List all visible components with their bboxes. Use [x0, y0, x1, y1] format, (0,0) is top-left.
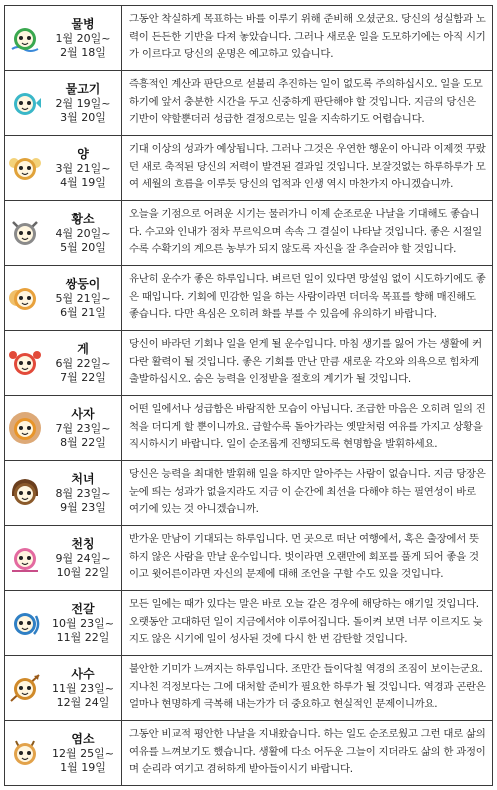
- sign-label: [45, 136, 122, 200]
- sign-label: [45, 266, 122, 330]
- horoscope-row: [4, 461, 493, 526]
- horoscope-row: [4, 656, 493, 721]
- sign-date-start: 5월 21일~: [55, 292, 111, 305]
- sign-label: [45, 331, 122, 395]
- capricorn-icon: [5, 721, 45, 785]
- sign-date-end: 10월 22일: [56, 566, 110, 579]
- aquarius-icon: [5, 6, 45, 70]
- sign-name: 물고기: [65, 82, 101, 96]
- sign-label: [45, 526, 122, 590]
- sign-date-start: 8월 23일~: [55, 487, 111, 500]
- sign-date-end: 7월 22일: [60, 371, 106, 384]
- sign-name: 쌍둥이: [65, 277, 101, 291]
- sign-name: 게: [77, 342, 89, 356]
- sign-name: 황소: [71, 212, 95, 226]
- horoscope-row: [4, 526, 493, 591]
- fortune-text: 그동안 비교적 평안한 나날을 지내왔습니다. 하는 일도 순조로웠고 그런 대로 삶의 여유를 느껴보기도 했습니다. 생활에 다소 어두운 그늘이 지더라도 삶의 한 과정이며 순리라 여기고 겸허하게 받아들이시기 바랍니다.: [129, 728, 486, 775]
- fortune-text: 오늘을 기점으로 어려운 시기는 물러가니 이제 순조로운 나날을 기대해도 좋습니다. 수고와 인내가 점차 무르익으며 속속 그 결실이 나타날 것입니다. 좋은 시절일수록 수확기의 계으른 농부가 되지 않도록 자신을 잘 추슬러야 할 것입니다.: [129, 208, 482, 255]
- sign-name: 천칭: [71, 537, 95, 551]
- aries-icon: [5, 136, 45, 200]
- sign-label: [45, 656, 122, 720]
- fortune-text: 유난히 운수가 좋은 하루입니다. 벼르던 일이 있다면 망설임 없이 시도하기에도 좋은 때입니다. 기회에 민감한 일을 하는 사람이라면 더더욱 목표를 향해 매진해도 좋습니다. 다만 욕심은 오히려 화를 부를 수 있음에 유의하기 바랍니다.: [129, 273, 486, 320]
- sign-label: [45, 591, 122, 655]
- sign-date-start: 2월 19일~: [55, 97, 111, 110]
- sign-date-end: 5월 20일: [60, 241, 106, 254]
- pisces-icon: [5, 71, 45, 135]
- horoscope-row: [4, 201, 493, 266]
- sign-label: [45, 721, 122, 785]
- gemini-icon: [5, 266, 45, 330]
- fortune-text: 기대 이상의 성과가 예상됩니다. 그러나 그것은 우연한 행운이 아니라 이제껏 꾸랐던 새로 축적된 당신의 저력이 발견된 결과일 것입니다. 보잘것없는 하루하루가 모여 세월의 흐름을 이루듯 당신의 업적과 인생 역시 마찬가지 아니겠습니까.: [129, 143, 486, 190]
- sign-date-end: 1월 19일: [60, 761, 106, 774]
- horoscope-row: [4, 6, 493, 71]
- virgo-icon: [5, 461, 45, 525]
- sign-name: 양: [77, 147, 89, 161]
- sign-label: [45, 6, 122, 70]
- horoscope-row: [4, 136, 493, 201]
- horoscope-table: [4, 5, 493, 786]
- sign-name: 전갈: [71, 602, 95, 616]
- sign-date-end: 3월 20일: [60, 111, 106, 124]
- horoscope-row: [4, 396, 493, 461]
- sign-name: 사수: [71, 667, 95, 681]
- sign-date-end: 12월 24일: [56, 696, 110, 709]
- sign-name: 사자: [71, 407, 95, 421]
- sign-date-start: 9월 24일~: [55, 552, 111, 565]
- sagittarius-icon: [5, 656, 45, 720]
- fortune-text: 반가운 만남이 기대되는 하루입니다. 먼 곳으로 떠난 여행에서, 혹은 출장에서 뜻하지 않은 사람을 만날 운수입니다. 벗이라면 오랜만에 회포를 풀게 되어 좋을 것이고 윗어른이라면 자신의 문제에 대해 조언을 구할 수도 있을 것입니다.: [129, 533, 479, 580]
- cancer-icon: [5, 331, 45, 395]
- horoscope-row: [4, 266, 493, 331]
- sign-date-start: 3월 21일~: [55, 162, 111, 175]
- fortune-text: 어떤 일에서나 성급함은 바람직한 모습이 아닙니다. 조급한 마음은 오히려 일의 진척을 더디게 할 뿐이니까요. 급할수록 돌아가라는 옛말처럼 여유를 가지고 상황을 직시하시기 바랍니다. 일이 순조롭게 진행되도록 현명함을 발휘하세요.: [129, 403, 486, 450]
- scorpio-icon: [5, 591, 45, 655]
- sign-name: 물병: [71, 17, 95, 31]
- sign-date-end: 8월 22일: [60, 436, 106, 449]
- sign-date-start: 1월 20일~: [55, 32, 111, 45]
- sign-label: [45, 396, 122, 460]
- sign-label: [45, 201, 122, 265]
- sign-date-end: 9월 23일: [60, 501, 106, 514]
- sign-name: 처녀: [71, 472, 95, 486]
- sign-label: [45, 461, 122, 525]
- fortune-text: 당신이 바라던 기회나 일을 얻게 될 운수입니다. 마침 생기를 잃어 가는 생활에 커다란 활력이 될 것입니다. 좋은 기회를 만난 만큼 새로운 각오와 의욕으로 힘차게 출발하십시오. 숨은 능력을 인정받을 절호의 계기가 될 것입니다.: [129, 338, 482, 385]
- fortune-text: 모든 일에는 때가 있다는 말은 바로 오늘 같은 경우에 해당하는 얘기일 것입니다. 오랫동안 고대하던 일이 지금에서야 이루어집니다. 돌이켜 보면 너무 이르지도 늦지도 않은 시기에 일이 성사된 것에 다시 한 번 감탄할 것입니다.: [129, 598, 483, 645]
- fortune-text: 그동안 착실하게 목표하는 바를 이루기 위해 준비해 오셨군요. 당신의 성실함과 노력이 든든한 기반을 다져 놓았습니다. 그러나 새로운 일을 도모하기에는 아직 시기가 이르다고 당신의 운명은 예고하고 있습니다.: [129, 13, 486, 60]
- horoscope-row: [4, 591, 493, 656]
- sign-date-end: 6월 21일: [60, 306, 106, 319]
- fortune-text: 당신은 능력을 최대한 발휘해 일을 하지만 알아주는 사람이 없습니다. 지금 당장은 눈에 띄는 성과가 없을지라도 지금 이 순간에 최선을 다해야 하는 필연성이 바로 여기에 있는 것 아니겠습니까.: [129, 468, 486, 515]
- sign-date-start: 4월 20일~: [55, 227, 111, 240]
- taurus-icon: [5, 201, 45, 265]
- sign-date-end: 4월 19일: [60, 176, 106, 189]
- libra-icon: [5, 526, 45, 590]
- sign-date-start: 6월 22일~: [55, 357, 111, 370]
- horoscope-row: [4, 331, 493, 396]
- sign-name: 염소: [71, 732, 95, 746]
- fortune-text: 즉흥적인 계산과 판단으로 섣불리 추진하는 일이 없도록 주의하십시오. 일을 도모하기에 앞서 충분한 시간을 두고 신중하게 판단해야 할 것입니다. 지금의 당신은 기반이 약할뿐더러 성급한 결정으로는 일을 지속하기도 어렵습니다.: [129, 78, 483, 125]
- sign-date-start: 10월 23일~: [52, 617, 114, 630]
- sign-date-start: 12월 25일~: [52, 747, 114, 760]
- sign-date-start: 11월 23일~: [52, 682, 114, 695]
- sign-date-end: 2월 18일: [60, 46, 106, 59]
- horoscope-row: [4, 71, 493, 136]
- leo-icon: [5, 396, 45, 460]
- horoscope-row: [4, 721, 493, 786]
- sign-label: [45, 71, 122, 135]
- sign-date-end: 11월 22일: [56, 631, 110, 644]
- fortune-text: 불안한 기미가 느껴지는 하루입니다. 조만간 들이닥칠 역경의 조짐이 보이는군요. 지나친 걱정보다는 그에 대처할 준비가 필요한 하루가 될 것입니다. 역경과 곤란은 얼마나 현명하게 극복해 내는가가 더 중요하고 현실적인 문제이니까요.: [129, 663, 486, 710]
- sign-date-start: 7월 23일~: [55, 422, 111, 435]
